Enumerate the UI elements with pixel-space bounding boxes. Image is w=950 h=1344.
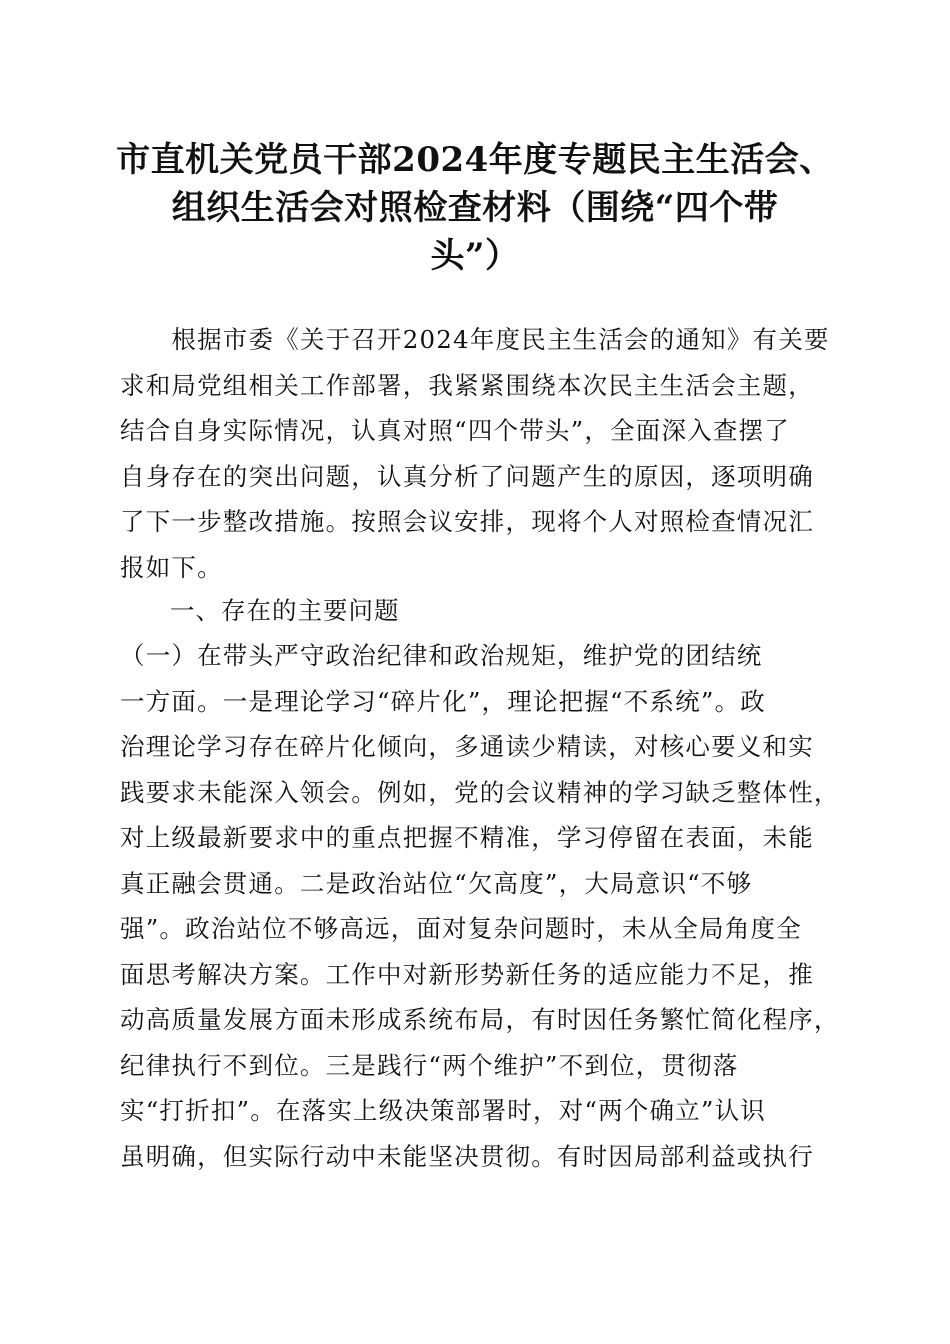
text-line: 了下一步整改措施。按照会议安排，现将个人对照检查情况汇 bbox=[120, 507, 814, 536]
text-line: 求和局党组相关工作部署，我紧紧围绕本次民主生活会主题， bbox=[120, 370, 814, 400]
text-line: 虽明确，但实际行动中未能坚决贯彻。有时因局部利益或执行 bbox=[120, 1141, 814, 1171]
section-heading: 一、存在的主要问题 bbox=[170, 596, 400, 625]
text-line: 一方面。一是理论学习“碎片化”，理论把握“不系统”。政 bbox=[120, 686, 766, 716]
text-line: 践要求未能深入领会。例如，党的会议精神的学习缺乏整体性， bbox=[120, 777, 840, 807]
intro-paragraph bbox=[120, 317, 832, 590]
text-line: 自身存在的突出问题，认真分析了问题产生的原因，逐项明确 bbox=[120, 461, 814, 491]
title-line: 组织生活会对照检查材料（围绕“四个带 bbox=[171, 188, 779, 228]
text-line: 动高质量发展方面未形成系统布局，有时因任务繁忙简化程序， bbox=[120, 1005, 840, 1034]
text-line: 报如下。 bbox=[120, 552, 223, 582]
text-line: 治理论学习存在碎片化倾向，多通读少精读，对核心要义和实 bbox=[120, 732, 814, 761]
text-line: 结合自身实际情况，认真对照“四个带头”，全面深入查摆了 bbox=[120, 416, 790, 445]
text-line: 强”。政治站位不够高远，面对复杂问题时，未从全局角度全 bbox=[120, 914, 802, 943]
text-line: 根据市委《关于召开2024年度民主生活会的通知》有关要 bbox=[120, 325, 830, 354]
text-line: 对上级最新要求中的重点把握不精准，学习停留在表面，未能 bbox=[120, 823, 814, 852]
problems-paragraph bbox=[120, 633, 840, 1179]
text-line: 面思考解决方案。工作中对新形势新任务的适应能力不足，推 bbox=[120, 959, 814, 989]
title-line: 头”） bbox=[430, 236, 520, 276]
text-line: （一）在带头严守政治纪律和政治规矩，维护党的团结统 bbox=[120, 641, 763, 670]
text-line: 实“打折扣”。在落实上级决策部署时，对“两个确立”认识 bbox=[120, 1096, 766, 1125]
text-line: 真正融会贯通。二是政治站位“欠高度”，大局意识“不够 bbox=[120, 868, 753, 898]
title-line: 市直机关党员干部2024年度专题民主生活会、 bbox=[116, 140, 834, 180]
document-title bbox=[110, 136, 840, 280]
text-line: 纪律执行不到位。三是践行“两个维护”不到位，贯彻落 bbox=[120, 1050, 739, 1080]
